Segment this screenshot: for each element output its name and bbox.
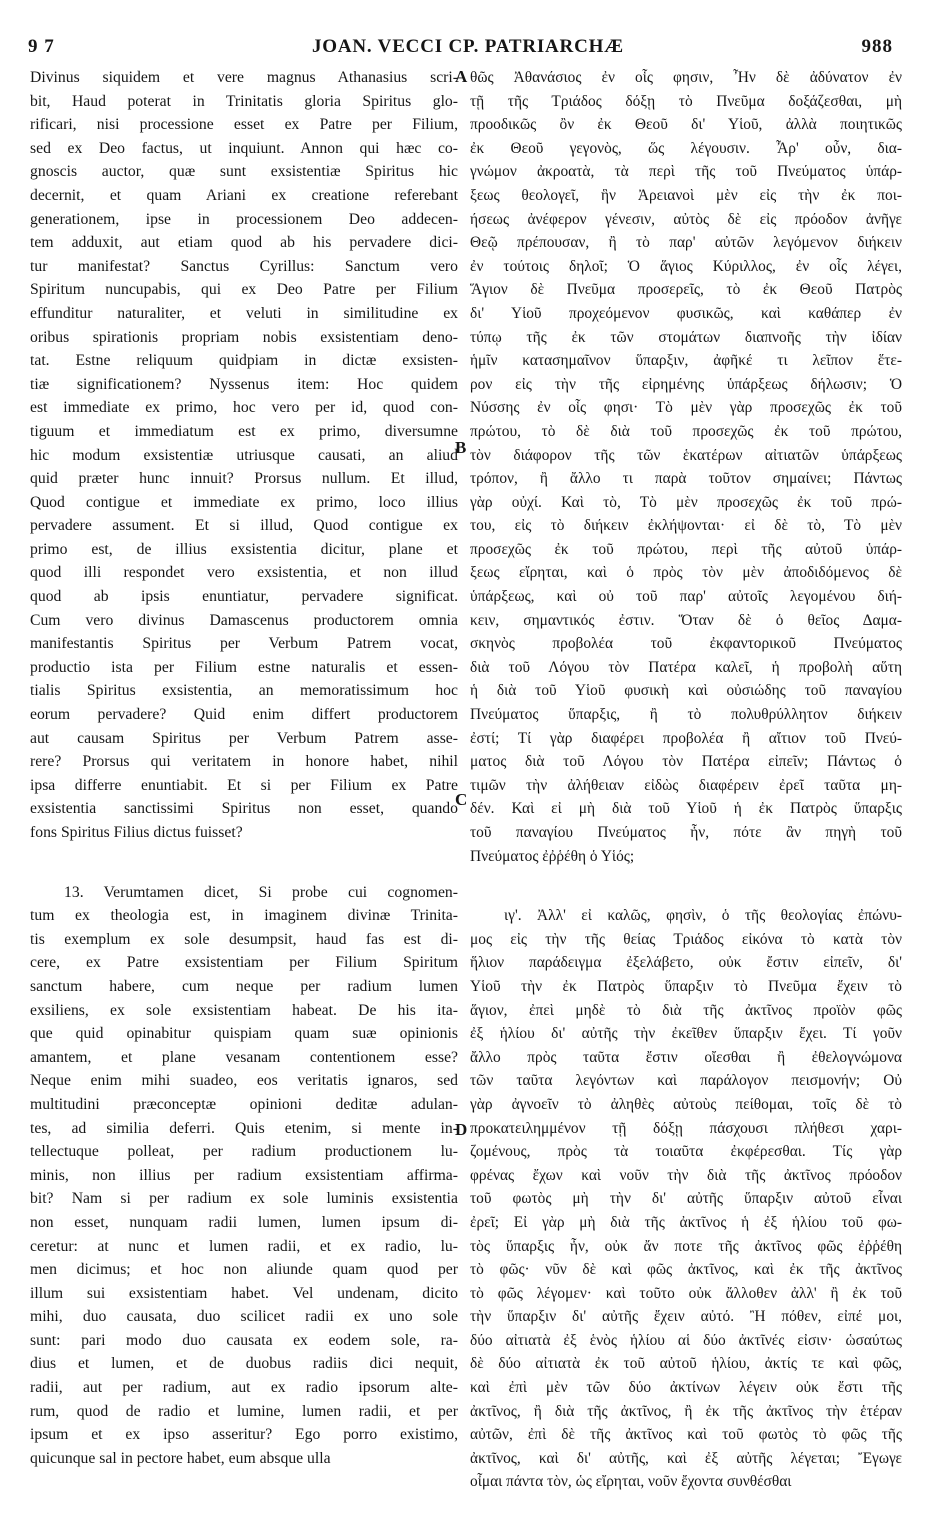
- text-line: ἡμῖν κατασημαῖνον ὕπαρξιν, ἀφῆκέ τι λεῖπον ἕτε-: [470, 352, 902, 370]
- text-line: minis, non illius per radium exsistentiam affirma-: [30, 1166, 458, 1184]
- text-line: exsiliens, ex sole exsistentiam habeat. De his ita-: [30, 1001, 458, 1019]
- text-line: τὸν διάφορον τῆς τῶν ἑκατέρων αἰτιατῶν ὑπάρξεως: [470, 446, 902, 464]
- text-line: ἐν τούτοις δηλοῖ; Ὁ ἅγιος Κύριλλος, ἐν οἷς λέγει,: [470, 257, 902, 275]
- text-line: manifestantis Spiritus per Verbum Patrem vocat,: [30, 635, 458, 653]
- text-line: effunditur naturaliter, et veluti in similitudine ex: [30, 304, 458, 322]
- text-line: exsistentia sanctissimi Spiritus non esset, quando: [30, 800, 458, 818]
- text-line: τιμῶν τὴν ἀλήθειαν εἰδὼς διαφέρειν ἐρεῖ ταῦτα μη-: [470, 776, 902, 794]
- text-line: ἐστί; Τί γὰρ διαφέρει προβολέα ἢ αἴτιον τοῦ Πνεύ-: [470, 729, 902, 747]
- text-line: ceretur: at nunc et lumen radii, et ex radio, lu-: [30, 1237, 458, 1255]
- text-line: sanctum habere, cum neque per radium lumen: [30, 977, 458, 995]
- greek-paragraph: [470, 904, 902, 1494]
- text-line: rere? Prorsus qui veritatem in honore habet, nihil: [30, 753, 458, 771]
- text-line: ματος διὰ τοῦ Λόγου τὸν Πατέρα εἰπεῖν; Πάντως ὁ: [470, 753, 902, 771]
- text-line: Θεῷ πρέπουσαν, ἢ τὸ παρ' αὐτῶν λεγόμενον διήκειν: [470, 234, 902, 252]
- text-line: τὴν ὕπαρξιν δι' αὐτῆς ἔχειν αὐτό. Ἢ πόθεν, εἰπέ μοι,: [470, 1308, 902, 1326]
- text-line: προσεχῶς ἐκ τοῦ πρώτου, περὶ τῆς αὐτοῦ ὑπάρ-: [470, 540, 902, 558]
- greek-column: [470, 66, 902, 1494]
- latin-paragraph: [30, 881, 458, 1471]
- text-line: tis exemplum ex sole desumpsit, haud fas est di-: [30, 930, 458, 948]
- text-line: ἅγιον, ἐπεὶ μηδὲ τὸ διὰ τῆς ἀκτῖνος προϊὸν φῶς: [470, 1001, 902, 1019]
- text-line: τοῦ παναγίου Πνεύματος ἦν, πότε ἂν πηγὴ τοῦ: [470, 824, 902, 841]
- text-line: Spiritum nuncupabis, qui ex Deo Patre per Filium: [30, 281, 458, 299]
- text-line: ἐκ Θεοῦ γεγονὸς, ὥς λέγουσιν. Ἆρ' οὖν, δια-: [470, 139, 902, 157]
- text-line: ipsa differre enuntiabit. Et si per Filium ex Patre: [30, 776, 458, 794]
- text-line: ἐρεῖ; Εἰ γὰρ μὴ διὰ τῆς ἀκτῖνος ἡ ἐξ ἡλίου τοῦ φω-: [470, 1213, 902, 1231]
- text-line: δέν. Καὶ εἰ μὴ διὰ τοῦ Υἱοῦ ἡ ἐκ Πατρὸς ὕπαρξις: [470, 800, 902, 818]
- running-title: JOAN. VECCI CP. PATRIARCHÆ: [312, 36, 624, 57]
- text-line: sunt: pari modo duo causata ex eodem sole, ra-: [30, 1331, 458, 1349]
- text-line: Ἅγιον δὲ Πνεῦμα προσερεῖς, τὸ ἐκ Θεοῦ Πατρὸς: [470, 281, 902, 299]
- text-line: amantem, et plane vesanam contentionem esse?: [30, 1048, 458, 1066]
- text-line: cere, ex Patre exsistentiam per Filium Spiritum: [30, 954, 458, 972]
- section-marker-a: A: [455, 67, 468, 86]
- text-line: men dicimus; et hoc non aliunde quam quod per: [30, 1261, 458, 1279]
- text-line: mihi, duo causata, duo scilicet radii ex uno sole: [30, 1308, 458, 1326]
- text-line: ipsum et ex ipso asseritur? Ego porro existimo,: [30, 1426, 458, 1444]
- text-line: dius et lumen, et de duobus radiis dici nequit,: [30, 1355, 458, 1373]
- text-line: σκηνὸς προβολέα τοῦ ἐκφαντορικοῦ Πνεύματος: [470, 635, 902, 653]
- text-line: Neque enim mihi suadeo, eos veritatis ignaros, sed: [30, 1072, 458, 1090]
- text-line: τὸ φῶς· νῦν δὲ καὶ φῶς ἀκτῖνος, καὶ ἐκ τῆς ἀκτῖνος: [470, 1261, 902, 1279]
- text-line: τοῦ φωτὸς μὴ τὴν δι' αὐτῆς ὕπαρξιν αὐτοῦ εἶναι: [470, 1190, 902, 1208]
- text-line: δὲ δύο αἰτιατὰ ἐκ τοῦ αὐτοῦ ἡλίου, ἀκτίς τε καὶ φῶς,: [470, 1355, 902, 1373]
- text-line: γὰρ ἀγνοεῖν τὸ ἀληθὲς αὐτοὺς πείθομαι, τοῖς δὲ τὸ: [470, 1095, 902, 1113]
- text-line: Πνεύματος ἐῤῥέθη ὁ Υἱός;: [470, 847, 635, 865]
- text-line: Cum vero divinus Damascenus productorem omnia: [30, 611, 458, 629]
- text-line: tem adduxit, aut etiam quod ab his pervadere dici-: [30, 234, 458, 252]
- text-line: ήσεως ἀνέφερον γένεσιν, αὐτὸς δὲ εἰς πρόοδον ἀνῆγε: [470, 210, 902, 228]
- text-line: ὑπάρξεως, καὶ οὐ τοῦ παρ' αὐτοῖς λεγομένου διή-: [470, 588, 902, 606]
- text-line: tiguum et immediatum est ex primo, diversumne: [30, 422, 458, 440]
- text-line: oribus spirationis propriam nobis exsistentiam deno-: [30, 328, 458, 346]
- text-line: gnoscis auctor, quæ sunt exsistentiæ Spiritus hic: [30, 163, 458, 181]
- text-line: 13. Verumtamen dicet, Si probe cui cognomen-: [64, 883, 458, 901]
- text-line: δύο αἰτιατὰ ἐξ ἑνὸς ἡλίου αἱ δύο ἀκτῖνές εἰσιν· ὡσαύτως: [470, 1331, 902, 1349]
- text-line: ἀκτῖνος, ἢ διὰ τῆς ἀκτῖνος, ἢ ἐκ τῆς ἀκτῖνος τὴν ἑτέραν: [470, 1402, 902, 1420]
- text-line: Πνεύματος ὕπαρξις, ἢ τὸ πολυθρύλλητον διήκειν: [470, 706, 902, 724]
- text-line: καὶ ἐπὶ μὲν τῶν δύο ἀκτίνων λέγειν οὐκ ἔστι τῆς: [470, 1379, 902, 1397]
- text-line: productio ista per Filium estne naturalis et essen-: [30, 658, 458, 676]
- text-line: Υἱοῦ τὴν ἐκ Πατρὸς ὕπαρξιν τὸ Πνεῦμα ἔχειν τὸ: [470, 977, 902, 995]
- text-line: ξεως εἴρηται, καὶ ὁ πρὸς τὸν μὲν ἀποδιδόμενος δὲ: [470, 564, 902, 582]
- text-line: ρον εἰς τὴν τῆς εἰρημένης ὑπάρξεως δήλωσιν; Ὁ: [470, 375, 902, 393]
- text-line: est immediate ex primo, hoc vero per id, quod con-: [30, 399, 458, 417]
- section-marker-c: C: [455, 790, 468, 809]
- section-marker-d: D: [455, 1120, 468, 1139]
- text-line: quod illi respondet vero exsistentia, et non illud: [30, 564, 458, 582]
- text-line: ἐξ ἡλίου δι' αὐτῆς τὴν ἐκεῖθεν ὕπαρξιν ἔχει. Τί γοῦν: [470, 1025, 902, 1043]
- text-line: ἄλλο πρὸς ταῦτα ἔστιν οἴεσθαι ἢ ἐθελογνώμονα: [470, 1048, 902, 1066]
- text-line: ἀκτῖνος, καὶ δι' αὐτῆς, καὶ ἐξ αὐτῆς λέγεται; Ἔγωγε: [470, 1449, 902, 1467]
- text-line: tat. Estne reliquum quidpiam in dictæ exsisten-: [30, 352, 458, 370]
- text-line: γὰρ οὐχί. Καὶ τὸ, Τὸ μὲν προσεχῶς ἐκ τοῦ πρώ-: [470, 493, 902, 511]
- page-number-left: 9 7: [28, 36, 55, 57]
- section-marker-b: B: [455, 438, 467, 457]
- text-line: tiæ significationem? Nyssenus item: Hoc quidem: [30, 375, 458, 393]
- text-line: rum, quod de radio et lumine, lumen radii, et per: [30, 1402, 458, 1420]
- text-line: tes, ad similia deferri. Quis etenim, si mente in-: [30, 1119, 458, 1137]
- text-line: fons Spiritus Filius dictus fuisset?: [30, 824, 243, 841]
- text-line: Νύσσης ἐν οἷς φησι· Τὸ μὲν γὰρ προσεχῶς ἐκ τοῦ: [470, 399, 902, 417]
- text-line: θῶς Ἀθανάσιος ἐν οἷς φησιν, Ἦν δὲ ἀδύνατον ἐν: [470, 69, 902, 86]
- text-line: ιγ'. Ἀλλ' εἰ καλῶς, φησὶν, ὁ τῆς θεολογίας ἐπώνυ-: [504, 907, 902, 925]
- text-line: προκατειλημμένον τῇ δόξῃ πάσχουσι πλήθεσι χαρι-: [470, 1119, 902, 1137]
- paragraph-gap: [30, 845, 458, 881]
- text-line: οἶμαι πάντα τὸν, ὡς εἴρηται, νοῦν ἔχοντα συνθέσθαι: [470, 1473, 792, 1491]
- text-line: ζομένους, πρὸς τὰ τοιαῦτα ἐκφέρεσθαι. Τίς γὰρ: [470, 1143, 902, 1161]
- text-line: πρώτου, τὸ δὲ διὰ τοῦ προσεχῶς ἐκ τοῦ πρώτου,: [470, 422, 902, 440]
- text-line: hic modum exsistentiæ utriusque causati, an aliud: [30, 446, 458, 464]
- text-line: quod ab ipsis enuntiatur, pervadere significat.: [30, 588, 458, 606]
- text-line: αὐτῶν, ἐπὶ δὲ τῆς ἀκτῖνος καὶ τοῦ φωτὸς τὸ φῶς τῆς: [470, 1426, 902, 1444]
- text-line: ἥλιον παράδειγμα ἐξελάβετο, οὐκ ἔστιν εἰπεῖν, δι': [470, 954, 902, 972]
- text-line: generationem, ipse in processionem Deo addecen-: [30, 210, 458, 228]
- text-line: δι' Υἱοῦ προχεόμενον φυσικῶς, καὶ καθάπερ ἐν: [470, 304, 902, 322]
- text-line: ξεως θεολογεῖ, ἣν Ἀρειανοὶ μὲν εἰς τὴν ἐκ ποι-: [470, 186, 902, 204]
- text-line: κειν, σημαντικός ἐστιν. Ὅταν δὲ ὁ θεῖος Δαμα-: [470, 611, 902, 629]
- text-line: bit? Nam si per radium ex sole luminis exsistentia: [30, 1190, 458, 1208]
- text-line: sed ex Deo factus, ut inquiunt. Annon qui hæc co-: [30, 139, 458, 157]
- text-line: aut causam Spiritus per Verbum Patrem asse-: [30, 729, 458, 747]
- text-line: τῇ τῆς Τριάδος δόξῃ τὸ Πνεῦμα δοξάζεσθαι, μὴ: [470, 92, 902, 110]
- text-line: pervadere assument. Et si illud, Quod contigue ex: [30, 517, 458, 535]
- text-line: Quod contigue et immediate ex primo, loco illius: [30, 493, 458, 511]
- text-line: que quid opinabitur quispiam quam suæ opinionis: [30, 1025, 458, 1043]
- latin-column: [30, 66, 458, 1470]
- text-line: radii, aut per radium, aut ex radio ipsorum alte-: [30, 1379, 458, 1397]
- text-line: multitudini præconceptæ opinioni deditæ adulan-: [30, 1095, 458, 1113]
- text-line: tur manifestat? Sanctus Cyrillus: Sanctum vero: [30, 257, 458, 275]
- text-line: τὸ φῶς λέγομεν· καὶ τοῦτο οὐκ ἄλλοθεν ἀλλ' ἢ ἐκ τοῦ: [470, 1284, 902, 1302]
- text-line: τῶν ταῦτα λεγόντων καὶ παράλογον πεισμονήν; Οὐ: [470, 1072, 902, 1090]
- text-line: φρένας ἔχων καὶ νοῦν τὴν διὰ τῆς ἀκτῖνος πρόοδον: [470, 1166, 902, 1184]
- text-line: tellectuque polleat, per radium productionem lu-: [30, 1143, 458, 1161]
- text-line: quicunque sal in pectore habet, eum absque ulla: [30, 1449, 331, 1467]
- text-line: Divinus siquidem et vere magnus Athanasius scri-: [30, 69, 458, 86]
- text-line: decernit, et quam Ariani ex creatione referebant: [30, 186, 458, 204]
- latin-paragraph: [30, 66, 458, 845]
- text-line: τὸς ὕπαρξις ἦν, οὐκ ἄν ποτε τῆς ἀκτῖνος φῶς ἐῤῥέθη: [470, 1237, 902, 1255]
- text-line: rificari, nisi processione esset ex Patre per Filium,: [30, 116, 458, 134]
- greek-paragraph: [470, 66, 902, 868]
- text-line: eorum pervadere? Quid enim differt productorem: [30, 706, 458, 724]
- text-line: bit, Haud poterat in Trinitatis gloria Spiritus glo-: [30, 92, 458, 110]
- text-line: προοδικῶς ὂν ἐκ Θεοῦ δι' Υἱοῦ, ἀλλὰ ποιητικῶς: [470, 116, 902, 134]
- page-number-right: 988: [861, 36, 893, 57]
- text-line: primo est, de illius exsistentia dicitur, plane et: [30, 540, 458, 558]
- running-header: [0, 30, 927, 62]
- text-line: γνώμον ἀκροατὰ, τὰ περὶ τῆς τοῦ Πνεύματος ὑπάρ-: [470, 163, 902, 181]
- text-line: non esset, nunquam radii lumen, lumen ipsum di-: [30, 1213, 458, 1231]
- text-line: τύπῳ τῆς ἐκ τῶν στομάτων διαπνοῆς τὴν ἰδίαν: [470, 328, 902, 346]
- text-line: τρόπον, ἢ ἄλλο τι παρὰ τοῦτον σημαίνει; Πάντως: [470, 470, 902, 488]
- text-line: διὰ τοῦ Λόγου τὸν Πατέρα καλεῖ, ἡ προβολὴ αὕτη: [470, 658, 902, 676]
- text-line: illum sui exsistentiam habet. Vel undenam, dicito: [30, 1284, 458, 1302]
- paragraph-gap: [470, 868, 902, 904]
- text-line: quid præter hunc innuit? Prorsus nullum. Et illud,: [30, 470, 458, 488]
- text-line: tum ex theologia est, in imaginem divinæ Trinita-: [30, 907, 458, 925]
- text-line: του, εἰς τὸ διήκειν ἐκλήψονται· εἰ δὲ τὸ, Τὸ μὲν: [470, 517, 902, 535]
- text-line: μος εἰς τὴν τῆς θείας Τριάδος εἰκόνα τὸ κατὰ τὸν: [470, 930, 902, 948]
- text-line: ἡ διὰ τοῦ Υἱοῦ φυσικὴ καὶ οὐσιώδης τοῦ παναγίου: [470, 682, 902, 700]
- text-line: tialis Spiritus exsistentia, an memoratissimum hoc: [30, 682, 458, 700]
